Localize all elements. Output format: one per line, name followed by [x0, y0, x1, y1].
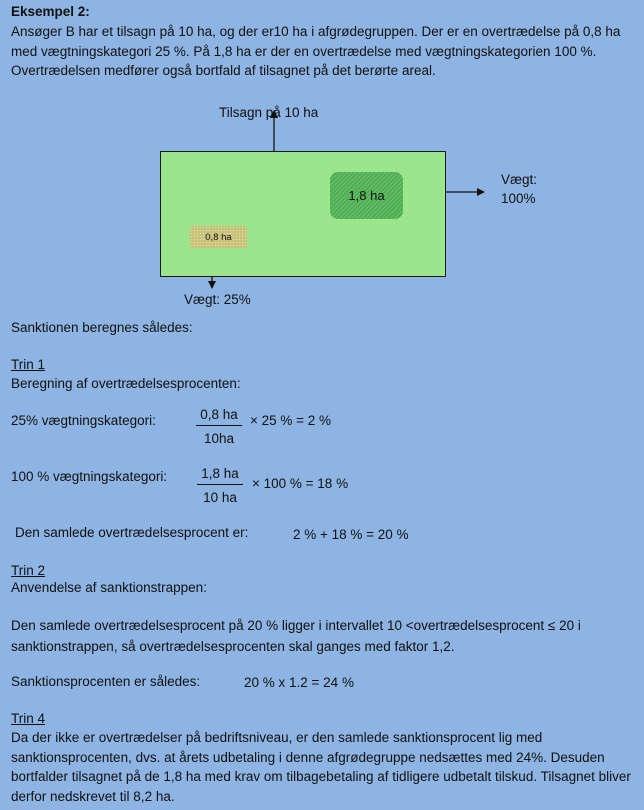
- row1-result: × 25 % = 2 %: [250, 413, 332, 428]
- patch-0-8-ha: [190, 226, 247, 248]
- step2-paragraph: Den samlede overtrædelsesprocent på 20 % ligger i intervallet 10 <overtrædelsesprocent ≤ 20 i sanktionstrappen, så overtrædelsesprocenten skal ganges med faktor 1,2.: [11, 618, 581, 654]
- weight-25-label: Vægt: 25%: [184, 292, 251, 307]
- patch-1-8-ha-label: 1,8 ha: [348, 188, 385, 203]
- total-value: 2 % + 18 % = 20 %: [293, 527, 409, 542]
- step4-heading: Trin 4: [11, 711, 46, 726]
- row1-fraction: [196, 407, 242, 446]
- row1-numerator: 0,8 ha: [196, 407, 242, 426]
- diagram-top-label: Tilsagn på 10 ha: [219, 105, 319, 120]
- sanction-value: 20 % x 1.2 = 24 %: [244, 675, 354, 690]
- row2-result: × 100 % = 18 %: [252, 476, 349, 491]
- sanction-label: Sanktionsprocenten er således:: [11, 674, 201, 689]
- row1-denominator: 10ha: [203, 431, 235, 446]
- intro-paragraph: Ansøger B har et tilsagn på 10 ha, og der er10 ha i afgrødegruppen. Der er en overtrædelse på 0,8 ha med vægtningskategori 25 %. På 1,8 ha er der en overtrædelse med vægtningskategorien 100 %. Overtrædelsen medfører også bortfald af tilsagnet på det berørte areal.: [11, 24, 621, 78]
- step2-subheading: Anvendelse af sanktionstrappen:: [11, 580, 207, 595]
- weight-100-line1: Vægt:: [501, 172, 538, 187]
- row2-label: 100 % vægtningskategori:: [11, 469, 168, 484]
- patch-1-8-ha: [330, 172, 403, 219]
- step1-subheading: Beregning af overtrædelsesprocenten:: [11, 376, 241, 391]
- calc-intro: Sanktionen beregnes således:: [11, 320, 193, 335]
- row1-label: 25% vægtningskategori:: [11, 413, 156, 428]
- example-title: Eksempel 2:: [11, 4, 90, 19]
- row2-fraction: [197, 466, 243, 505]
- patch-0-8-ha-label: 0,8 ha: [205, 231, 232, 243]
- total-label: Den samlede overtrædelsesprocent er:: [15, 525, 249, 540]
- step1-heading: Trin 1: [11, 357, 46, 372]
- step4-paragraph: Da der ikke er overtrædelser på bedriftsniveau, er den samlede sanktionsprocent lig med sanktionsprocenten, dvs. at årets udbetaling i denne afgrødegruppe nedsættes med 24%. Desuden bortfalder tilsagnet på de 1,8 ha med krav om tilbagebetaling af tidligere udbetalt tilskud. Tilsagnet bliver derfor nedskrevet til 8,2 ha.: [11, 730, 631, 804]
- weight-100-line2: 100%: [501, 191, 536, 206]
- row2-numerator: 1,8 ha: [197, 466, 243, 485]
- step2-heading: Trin 2: [11, 563, 46, 578]
- row2-denominator: 10 ha: [203, 490, 237, 505]
- field-rectangle: [160, 151, 446, 277]
